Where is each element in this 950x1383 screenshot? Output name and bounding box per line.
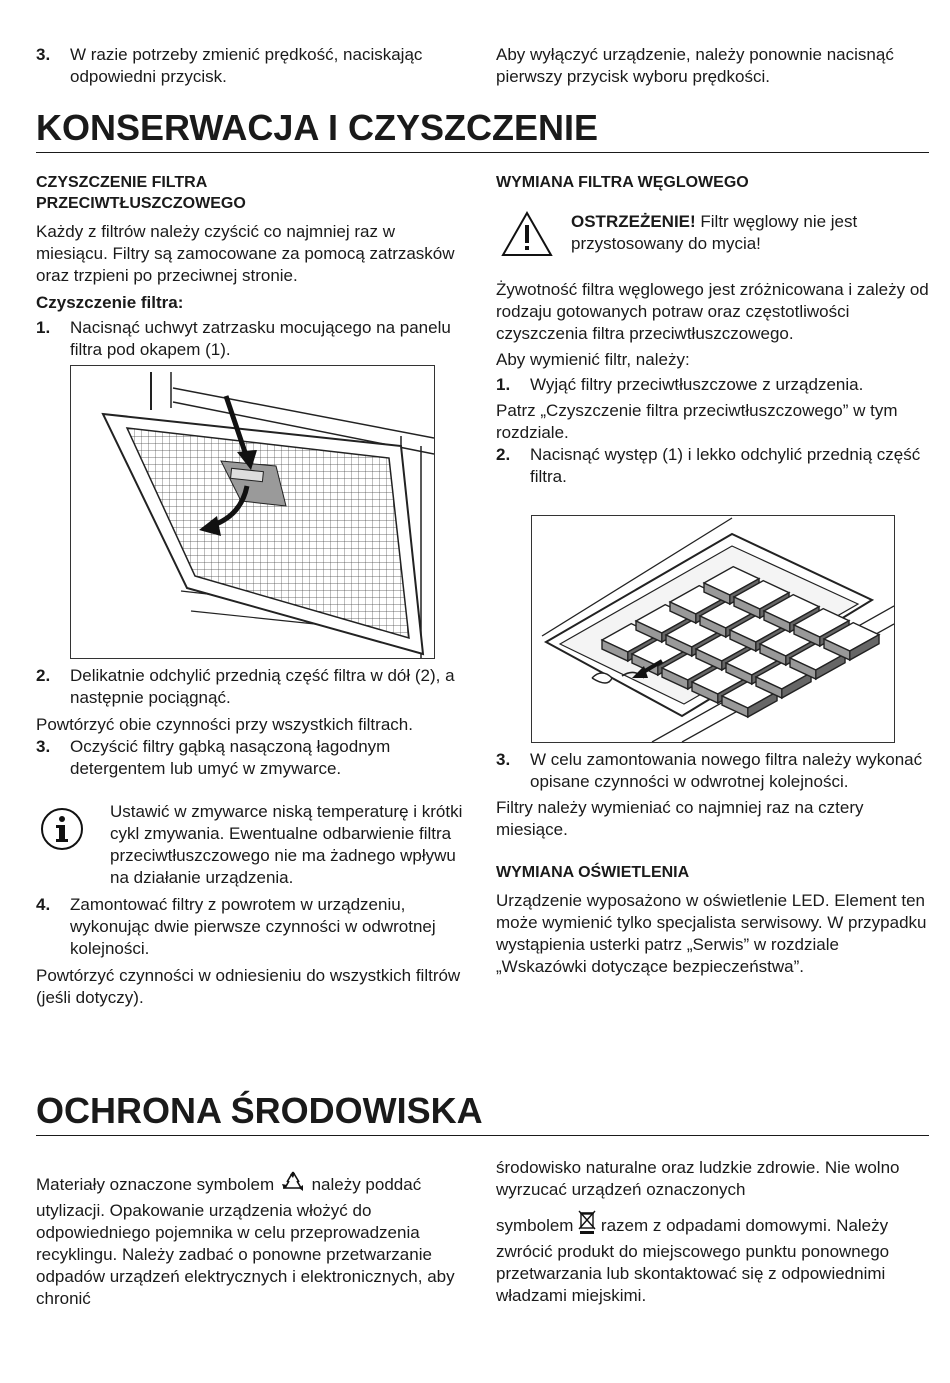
repeat-text: Powtórzyć obie czynności przy wszystkich filtrach. [36,715,413,734]
step-number: 3. [36,45,51,64]
right-column-upper [496,172,932,488]
step-text: Oczyścić filtry gąbką nasączoną łagodnym detergentem lub umyć w zmywarce. [70,737,391,778]
step-text: Wyjąć filtry przeciwtłuszczowe z urządzenia. [530,375,864,394]
section-title-environment: OCHRONA ŚRODOWISKA [36,1090,483,1131]
step-text: W razie potrzeby zmienić prędkość, naciskając odpowiedni przycisk. [70,45,423,86]
step-text: Zamontować filtry z powrotem w urządzeniu, wykonując dwie pierwsze czynności w odwrotnej kolejności. [70,895,436,958]
left-step-3 [36,736,468,780]
env-right-b: symbolem [496,1216,574,1235]
environment-left-text [36,1170,468,1310]
right-step-3 [496,749,932,793]
step-text: Delikatnie odchylić przednią część filtra w dół (2), a następnie pociągnąć. [70,666,455,707]
section-rule [36,1135,929,1136]
step-text: W celu zamontowania nowego filtra należy wykonać opisane czynności w odwrotnej kolejności. [530,750,923,791]
step-number: 3. [496,750,511,769]
heading-lighting: WYMIANA OŚWIETLENIA [496,864,690,881]
left-step-1 [36,317,468,361]
warning-text: Filtr węglowy nie jest przystosowany do mycia! [571,212,858,253]
warning-label: OSTRZEŻENIE! [571,212,696,231]
info-note [36,801,468,889]
grease-filter-intro: Każdy z filtrów należy czyścić co najmniej raz w miesiącu. Filtry są zamocowane za pomocą zatrzasków oraz trzpieni po przeciwnej stronie. [36,222,455,285]
step-number: 2. [496,445,511,464]
left-column-lower [36,665,468,1009]
right-step-1 [496,374,932,396]
final-text: Powtórzyć czynności w odniesieniu do wszystkich filtrów (jeśli dotyczy). [36,966,461,1007]
warning-note [496,211,932,271]
env-left-a: Materiały oznaczone symbolem [36,1175,275,1194]
see-reference-text: Patrz „Czyszczenie filtra przeciwtłuszczowego” w tym rozdziale. [496,401,898,442]
step-text: Nacisnąć występ (1) i lekko odchylić przednią część filtra. [530,445,921,486]
left-step-2 [36,665,468,709]
top-right-text: Aby wyłączyć urządzenie, należy ponownie nacisnąć pierwszy przycisk wyboru prędkości. [496,45,894,86]
recycle-icon [279,1170,307,1200]
heading-grease-filter-line2: PRZECIWTŁUSZCZOWEGO [36,195,246,212]
step-number: 2. [36,666,51,685]
step-text: Nacisnąć uchwyt zatrzasku mocującego na panelu filtra pod okapem (1). [70,318,451,359]
right-column-lower [496,749,932,978]
left-column-upper [36,172,468,361]
replacement-frequency-text: Filtry należy wymieniać co najmniej raz na cztery miesiące. [496,798,864,839]
info-icon [40,807,84,857]
right-step-2 [496,444,932,488]
cleaning-subheading: Czyszczenie filtra: [36,293,184,312]
env-right-a: środowisko naturalne oraz ludzkie zdrowie. Nie wolno wyrzucać urządzeń oznaczonych [496,1158,900,1199]
heading-grease-filter-line1: CZYSZCZENIE FILTRA [36,174,208,191]
heading-carbon-filter: WYMIANA FILTRA WĘGLOWEGO [496,174,749,191]
env-right-c: razem z odpadami domowymi. Należy zwrócić produkt do miejscowego punktu ponownego przetwarzania lub skontaktować się z odpowiednimi władzami miejskimi. [496,1216,890,1305]
left-step-4 [36,894,468,960]
grease-filter-illustration [71,366,434,658]
info-text: Ustawić w zmywarce niską temperaturę i krótki cykl zmywania. Ewentualne odbarwienie filtra przeciwtłuszczowego nie ma żadnego wpływu na działanie urządzenia. [110,802,463,887]
carbon-life-text: Żywotność filtra węglowego jest zróżnicowana i zależy od rodzaju gotowanych potraw oraz częstotliwości czyszczenia filtra przeciwtłuszczowego. [496,280,929,343]
environment-right-text [496,1157,932,1307]
step-number: 1. [36,318,51,337]
section-title-maintenance: KONSERWACJA I CZYSZCZENIE [36,107,599,148]
crossed-bin-icon [578,1209,596,1241]
figure-grease-filter [70,365,435,659]
to-replace-text: Aby wymienić filtr, należy: [496,350,690,369]
env-left-b: należy poddać utylizacji. Opakowanie urządzenia włożyć do odpowiedniego pojemnika w celu przeprowadzenia recyklingu. Należy zadbać o ponowne przetwarzanie odpadów urządzeń elektrycznych i elektronicznych, aby chronić [36,1175,455,1308]
step-number: 1. [496,375,511,394]
warning-triangle-icon [501,211,553,263]
top-step-3 [36,44,502,88]
step-number: 4. [36,895,51,914]
section-rule [36,152,929,153]
lighting-text: Urządzenie wyposażono w oświetlenie LED. Element ten może wymienić tylko specjalista serwisowy. W przypadku wystąpienia usterki patrz „Serwis” w rozdziale „Wskazówki dotyczące bezpieczeństwa”. [496,891,927,976]
figure-carbon-filter [531,515,895,743]
carbon-filter-illustration [532,516,894,742]
step-number: 3. [36,737,51,756]
